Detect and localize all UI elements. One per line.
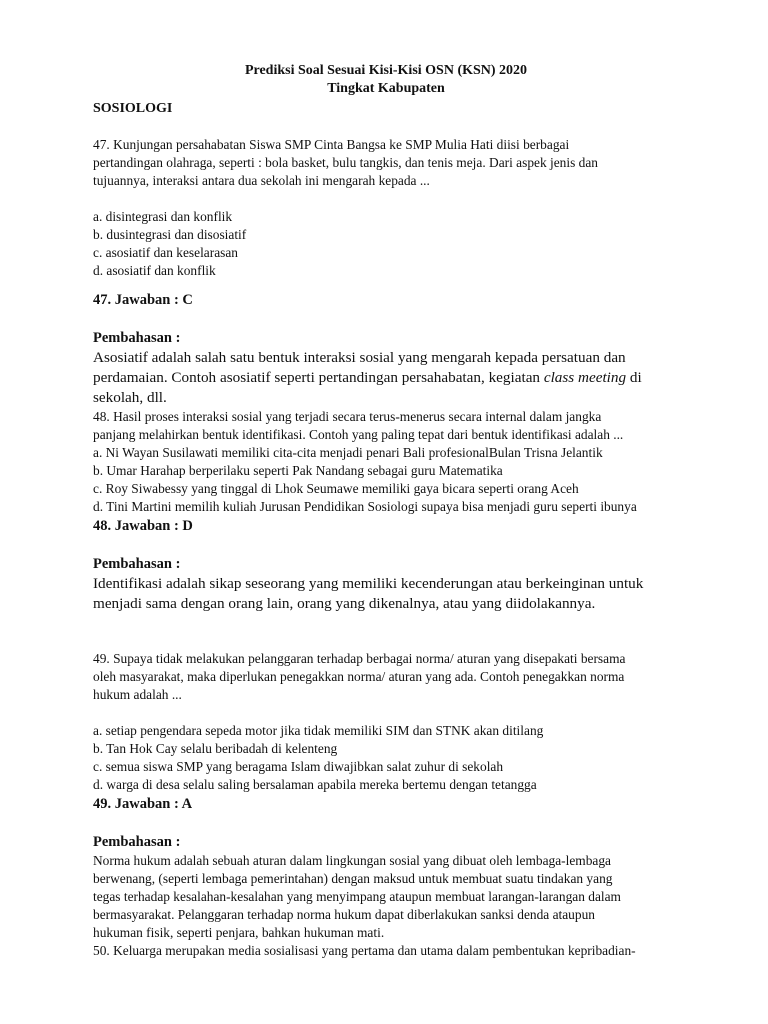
discussion-text-line: Norma hukum adalah sebuah aturan dalam lingkungan sosial yang dibuat oleh lembaga-lembaga [93, 853, 611, 868]
subject-heading: SOSIOLOGI [93, 101, 173, 116]
discussion-text-line: menjadi sama dengan orang lain, orang yang dikenalnya, atau yang diidolakannya. [93, 595, 596, 612]
option-a: a. disintegrasi dan konflik [93, 209, 233, 224]
discussion-text-line: tegas terhadap kesalahan-kesalahan yang menyimpang ataupun membuat larangan-larangan dalam [93, 889, 621, 904]
answer-49: 49. Jawaban : A [93, 796, 193, 812]
question-text-line: hukum adalah ... [93, 687, 182, 702]
option-b: b. Umar Harahap berperilaku seperti Pak Nandang sebagai guru Matematika [93, 463, 503, 478]
discussion-text-line: bermasyarakat. Pelanggaran terhadap norma hukum dapat diberlakukan sanksi denda ataupun [93, 907, 595, 922]
discussion-text-line: Identifikasi adalah sikap seseorang yang memiliki kecenderungan atau berkeinginan untuk [93, 575, 644, 592]
option-c: c. semua siswa SMP yang beragama Islam diwajibkan salat zuhur di sekolah [93, 759, 504, 774]
option-a: a. Ni Wayan Susilawati memiliki cita-cita menjadi penari Bali profesionalBulan Trisna Jelantik [93, 445, 603, 460]
option-d: d. asosiatif dan konflik [93, 263, 216, 278]
question-50 [93, 942, 693, 960]
discussion-text-part: di [626, 369, 642, 386]
discussion-text-part: perdamaian. Contoh asosiatif seperti pertandingan persahabatan, kegiatan [93, 369, 544, 386]
option-d: d. Tini Martini memilih kuliah Jurusan Pendidikan Sosiologi supaya bisa menjadi guru seperti ibunya [93, 499, 637, 514]
option-b: b. Tan Hok Cay selalu beribadah di kelenteng [93, 741, 338, 756]
discussion-text-line: hukuman fisik, seperti penjara, bahkan hukuman mati. [93, 925, 385, 940]
discussion-label: Pembahasan : [93, 834, 181, 850]
discussion-italic-term: class meeting [543, 369, 627, 386]
discussion-text-line: sekolah, dll. [93, 389, 167, 406]
question-text-line: 50. Keluarga merupakan media sosialisasi yang pertama dan utama dalam pembentukan kepribadian- [93, 943, 636, 958]
document-title: Prediksi Soal Sesuai Kisi-Kisi OSN (KSN) 2020 [244, 63, 528, 78]
question-48 [93, 408, 693, 614]
question-text-line: tujuannya, interaksi antara dua sekolah ini mengarah kepada ... [93, 173, 430, 188]
discussion-label: Pembahasan : [93, 330, 181, 346]
question-text-line: 49. Supaya tidak melakukan pelanggaran terhadap berbagai norma/ aturan yang disepakati bersama [93, 651, 626, 666]
question-text-line: oleh masyarakat, maka diperlukan penegakkan norma/ aturan yang ada. Contoh penegakkan norma [93, 669, 625, 684]
answer-48: 48. Jawaban : D [93, 518, 193, 534]
discussion-text-line: Asosiatif adalah salah satu bentuk interaksi sosial yang mengarah kepada persatuan dan [93, 349, 626, 366]
question-text-line: 47. Kunjungan persahabatan Siswa SMP Cinta Bangsa ke SMP Mulia Hati diisi berbagai [93, 137, 570, 152]
document-page [93, 62, 693, 960]
discussion-text-line: berwenang, (seperti lembaga pemerintahan) dengan maksud untuk membuat suatu tindakan yang [93, 871, 613, 886]
question-text-line: pertandingan olahraga, seperti : bola basket, bulu tangkis, dan tenis meja. Dari aspek jenis dan [93, 155, 598, 170]
question-47 [93, 136, 693, 408]
option-d: d. warga di desa selalu saling bersalaman apabila mereka bertemu dengan tetangga [93, 777, 537, 792]
document-subtitle: Tingkat Kabupaten [327, 81, 445, 96]
discussion-label: Pembahasan : [93, 556, 181, 572]
option-c: c. asosiatif dan keselarasan [93, 245, 239, 260]
option-a: a. setiap pengendara sepeda motor jika tidak memiliki SIM dan STNK akan ditilang [93, 723, 544, 738]
question-49 [93, 650, 693, 942]
discussion-text-line [93, 368, 693, 388]
question-text-line: panjang melahirkan bentuk identifikasi. Contoh yang paling tepat dari bentuk identifikasi adalah ... [93, 427, 624, 442]
question-text-line: 48. Hasil proses interaksi sosial yang terjadi secara terus-menerus secara internal dalam jangka [93, 409, 602, 424]
answer-47: 47. Jawaban : C [93, 292, 193, 308]
option-b: b. dusintegrasi dan disosiatif [93, 227, 247, 242]
option-c: c. Roy Siwabessy yang tinggal di Lhok Seumawe memiliki gaya bicara seperti orang Aceh [93, 481, 579, 496]
